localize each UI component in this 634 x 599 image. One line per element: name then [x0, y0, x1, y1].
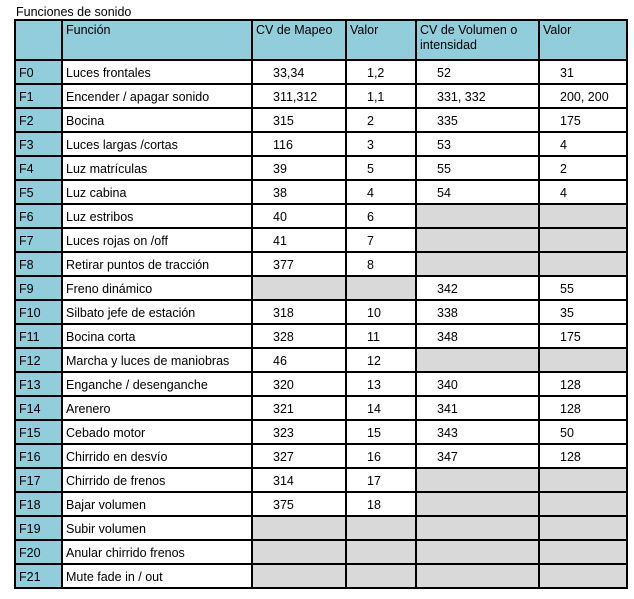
function-key-cell: F6 [15, 204, 62, 228]
header-function: Función [62, 20, 252, 60]
function-key-cell: F14 [15, 396, 62, 420]
function-key-cell: F1 [15, 84, 62, 108]
function-key-cell: F0 [15, 60, 62, 84]
function-name-cell: Chirrido de frenos [62, 468, 252, 492]
volume-value-cell: 128 [539, 372, 627, 396]
cv-volume-cell: 54 [416, 180, 539, 204]
function-name-cell: Bocina [62, 108, 252, 132]
function-key-cell: F13 [15, 372, 62, 396]
volume-value-cell: 4 [539, 180, 627, 204]
table-row [15, 444, 627, 468]
table-row [15, 204, 627, 228]
function-key-cell: F9 [15, 276, 62, 300]
cv-map-cell: 39 [252, 156, 346, 180]
volume-value-cell [539, 564, 627, 588]
function-name-cell: Arenero [62, 396, 252, 420]
cv-volume-cell: 335 [416, 108, 539, 132]
map-value-cell [346, 564, 416, 588]
volume-value-cell [539, 348, 627, 372]
function-name-cell: Silbato jefe de estación [62, 300, 252, 324]
header-value-1: Valor [346, 20, 416, 60]
cv-map-cell: 377 [252, 252, 346, 276]
function-name-cell: Marcha y luces de maniobras [62, 348, 252, 372]
sound-functions-table [14, 19, 628, 589]
volume-value-cell: 128 [539, 444, 627, 468]
cv-volume-cell [416, 228, 539, 252]
cv-map-cell [252, 516, 346, 540]
cv-volume-cell [416, 540, 539, 564]
table-row [15, 564, 627, 588]
volume-value-cell: 50 [539, 420, 627, 444]
map-value-cell: 2 [346, 108, 416, 132]
map-value-cell: 14 [346, 396, 416, 420]
map-value-cell: 7 [346, 228, 416, 252]
function-name-cell: Luz matrículas [62, 156, 252, 180]
function-name-cell: Mute fade in / out [62, 564, 252, 588]
table-row [15, 108, 627, 132]
cv-map-cell: 320 [252, 372, 346, 396]
map-value-cell: 8 [346, 252, 416, 276]
cv-volume-cell: 343 [416, 420, 539, 444]
function-key-cell: F8 [15, 252, 62, 276]
function-name-cell: Subir volumen [62, 516, 252, 540]
table-header-row [15, 20, 627, 60]
table-row [15, 348, 627, 372]
cv-map-cell: 315 [252, 108, 346, 132]
cv-volume-cell [416, 468, 539, 492]
cv-volume-cell: 348 [416, 324, 539, 348]
table-row [15, 180, 627, 204]
function-key-cell: F4 [15, 156, 62, 180]
volume-value-cell: 4 [539, 132, 627, 156]
map-value-cell [346, 276, 416, 300]
function-name-cell: Cebado motor [62, 420, 252, 444]
function-key-cell: F12 [15, 348, 62, 372]
volume-value-cell: 128 [539, 396, 627, 420]
map-value-cell: 1,1 [346, 84, 416, 108]
volume-value-cell: 175 [539, 108, 627, 132]
table-row [15, 396, 627, 420]
map-value-cell: 4 [346, 180, 416, 204]
cv-volume-cell: 52 [416, 60, 539, 84]
function-key-cell: F3 [15, 132, 62, 156]
volume-value-cell [539, 252, 627, 276]
cv-map-cell [252, 276, 346, 300]
table-row [15, 468, 627, 492]
table-row [15, 252, 627, 276]
cv-volume-cell [416, 348, 539, 372]
table-row [15, 228, 627, 252]
volume-value-cell: 31 [539, 60, 627, 84]
cv-map-cell: 323 [252, 420, 346, 444]
table-row [15, 156, 627, 180]
cv-volume-cell: 342 [416, 276, 539, 300]
volume-value-cell [539, 540, 627, 564]
table-row [15, 372, 627, 396]
cv-map-cell: 40 [252, 204, 346, 228]
cv-map-cell: 41 [252, 228, 346, 252]
map-value-cell: 3 [346, 132, 416, 156]
cv-map-cell [252, 564, 346, 588]
volume-value-cell: 200, 200 [539, 84, 627, 108]
volume-value-cell: 35 [539, 300, 627, 324]
function-name-cell: Luces rojas on /off [62, 228, 252, 252]
function-name-cell: Luz cabina [62, 180, 252, 204]
cv-volume-cell [416, 492, 539, 516]
cv-volume-cell: 331, 332 [416, 84, 539, 108]
cv-map-cell: 327 [252, 444, 346, 468]
cv-volume-cell [416, 516, 539, 540]
table-row [15, 516, 627, 540]
function-name-cell: Freno dinámico [62, 276, 252, 300]
cv-map-cell: 314 [252, 468, 346, 492]
cv-volume-cell [416, 564, 539, 588]
map-value-cell [346, 540, 416, 564]
function-name-cell: Luz estribos [62, 204, 252, 228]
volume-value-cell [539, 228, 627, 252]
table-body [15, 60, 627, 588]
cv-volume-cell: 340 [416, 372, 539, 396]
function-key-cell: F17 [15, 468, 62, 492]
map-value-cell: 12 [346, 348, 416, 372]
cv-volume-cell: 53 [416, 132, 539, 156]
function-key-cell: F16 [15, 444, 62, 468]
cv-map-cell: 33,34 [252, 60, 346, 84]
cv-map-cell: 311,312 [252, 84, 346, 108]
function-key-cell: F19 [15, 516, 62, 540]
volume-value-cell: 55 [539, 276, 627, 300]
function-key-cell: F21 [15, 564, 62, 588]
cv-volume-cell: 338 [416, 300, 539, 324]
function-name-cell: Enganche / desenganche [62, 372, 252, 396]
map-value-cell: 1,2 [346, 60, 416, 84]
header-cv-map: CV de Mapeo [252, 20, 346, 60]
table-row [15, 324, 627, 348]
map-value-cell: 6 [346, 204, 416, 228]
map-value-cell: 13 [346, 372, 416, 396]
function-name-cell: Luces frontales [62, 60, 252, 84]
header-value-2: Valor [539, 20, 627, 60]
function-name-cell: Bajar volumen [62, 492, 252, 516]
table-caption: Funciones de sonido [16, 5, 132, 19]
cv-volume-cell: 55 [416, 156, 539, 180]
table-row [15, 60, 627, 84]
function-name-cell: Chirrido en desvío [62, 444, 252, 468]
function-name-cell: Retirar puntos de tracción [62, 252, 252, 276]
cv-map-cell: 328 [252, 324, 346, 348]
volume-value-cell: 175 [539, 324, 627, 348]
map-value-cell: 10 [346, 300, 416, 324]
table-row [15, 492, 627, 516]
function-key-cell: F2 [15, 108, 62, 132]
table-row [15, 300, 627, 324]
volume-value-cell [539, 204, 627, 228]
function-name-cell: Encender / apagar sonido [62, 84, 252, 108]
function-key-cell: F5 [15, 180, 62, 204]
table-row [15, 132, 627, 156]
map-value-cell [346, 516, 416, 540]
cv-volume-cell [416, 204, 539, 228]
table-row [15, 276, 627, 300]
volume-value-cell [539, 492, 627, 516]
header-key [15, 20, 62, 60]
map-value-cell: 5 [346, 156, 416, 180]
map-value-cell: 16 [346, 444, 416, 468]
function-name-cell: Luces largas /cortas [62, 132, 252, 156]
function-key-cell: F15 [15, 420, 62, 444]
header-cv-volume: CV de Volumen o intensidad [416, 20, 539, 60]
cv-map-cell: 38 [252, 180, 346, 204]
map-value-cell: 11 [346, 324, 416, 348]
cv-volume-cell [416, 252, 539, 276]
table-row [15, 540, 627, 564]
function-name-cell: Anular chirrido frenos [62, 540, 252, 564]
map-value-cell: 15 [346, 420, 416, 444]
function-key-cell: F10 [15, 300, 62, 324]
function-key-cell: F11 [15, 324, 62, 348]
cv-volume-cell: 341 [416, 396, 539, 420]
cv-map-cell: 318 [252, 300, 346, 324]
cv-map-cell: 46 [252, 348, 346, 372]
volume-value-cell [539, 516, 627, 540]
function-key-cell: F18 [15, 492, 62, 516]
function-key-cell: F20 [15, 540, 62, 564]
cv-volume-cell: 347 [416, 444, 539, 468]
map-value-cell: 18 [346, 492, 416, 516]
function-key-cell: F7 [15, 228, 62, 252]
function-name-cell: Bocina corta [62, 324, 252, 348]
cv-map-cell: 375 [252, 492, 346, 516]
table-row [15, 84, 627, 108]
volume-value-cell: 2 [539, 156, 627, 180]
table-row [15, 420, 627, 444]
volume-value-cell [539, 468, 627, 492]
cv-map-cell: 321 [252, 396, 346, 420]
cv-map-cell [252, 540, 346, 564]
map-value-cell: 17 [346, 468, 416, 492]
cv-map-cell: 116 [252, 132, 346, 156]
